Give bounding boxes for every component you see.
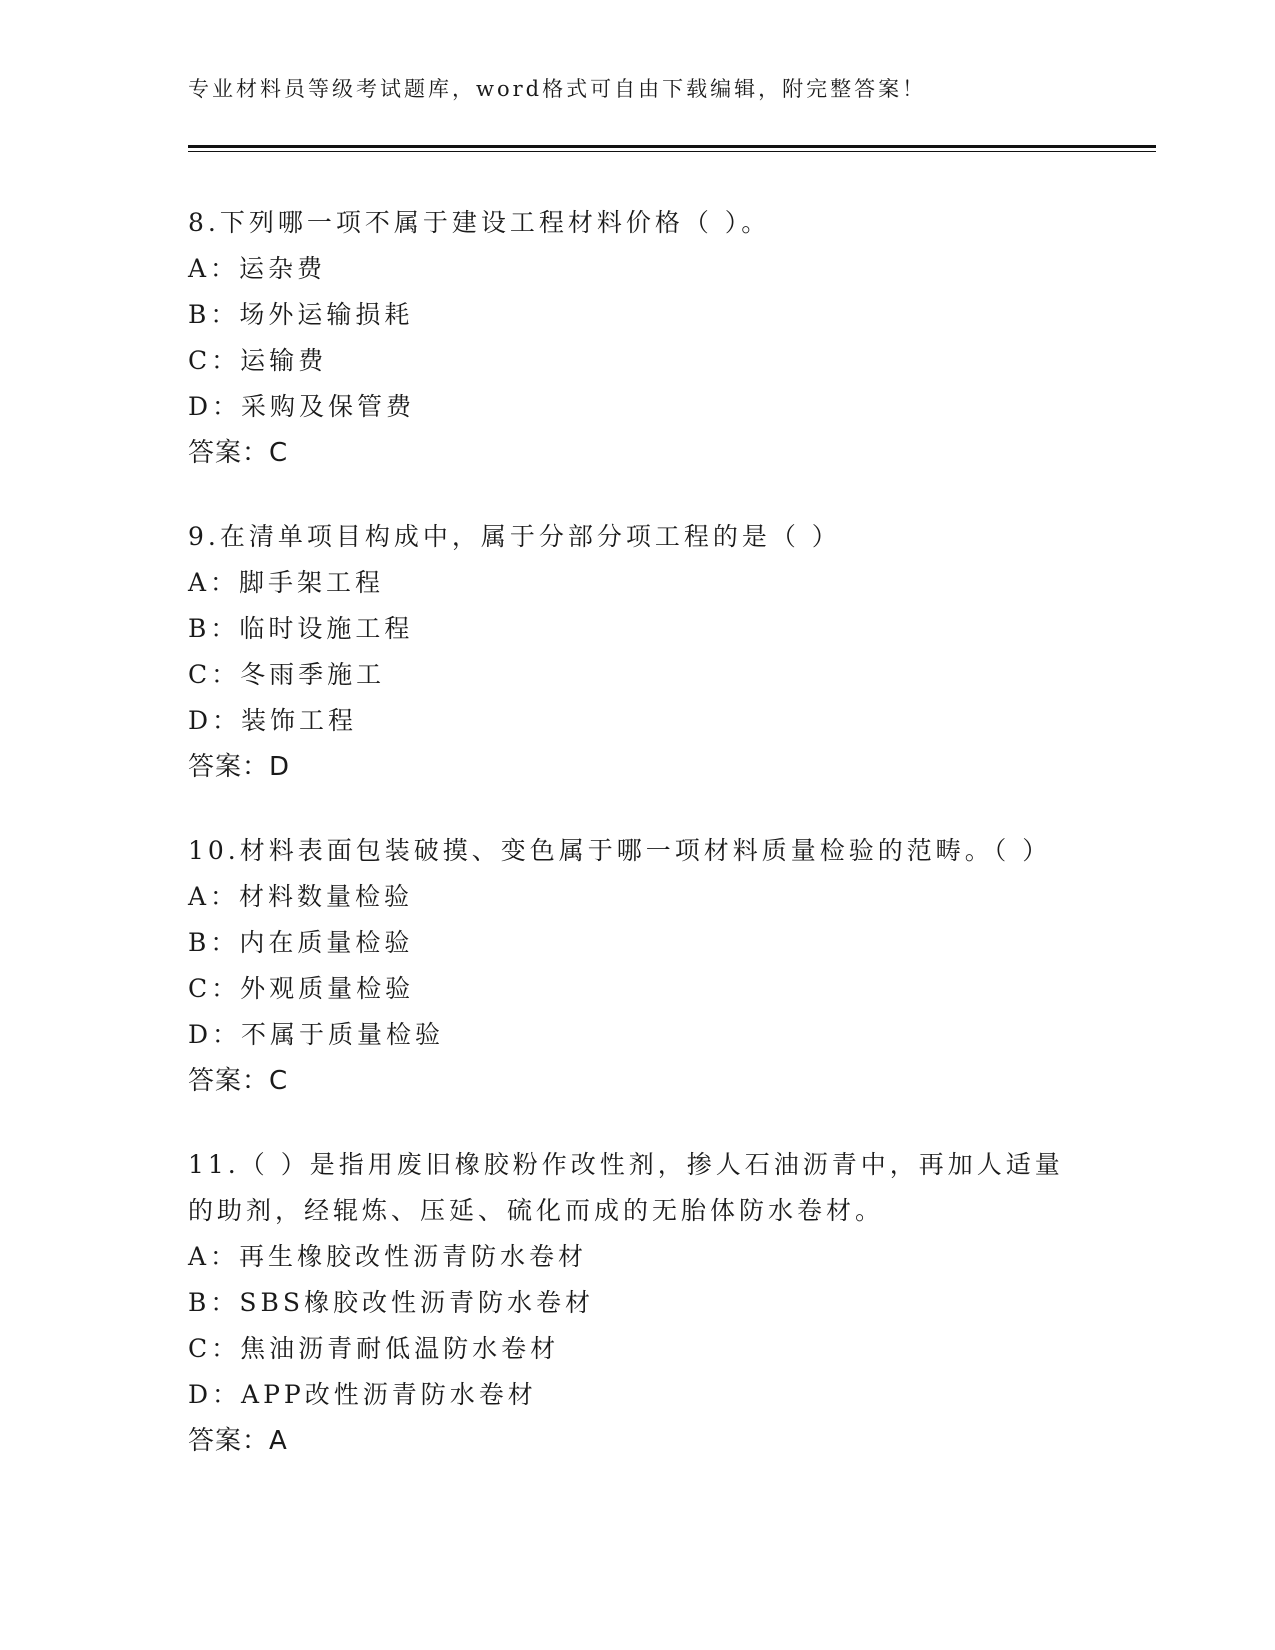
option-d: D：不属于质量检验 [188,1020,445,1049]
answer: 答案：C [188,1066,289,1096]
option-c: C：焦油沥青耐低温防水卷材 [188,1334,560,1363]
question-8 [188,200,1088,476]
option-a: A：运杂费 [188,254,327,283]
question-stem: 10.材料表面包装破摸、变色属于哪一项材料质量检验的范畴。（ ） [188,836,1052,865]
question-10 [188,828,1088,1104]
option-a: A：材料数量检验 [188,882,414,911]
question-stem: 9.在清单项目构成中，属于分部分项工程的是（ ） [188,522,841,551]
header-rule-thick [188,145,1156,148]
question-11 [188,1142,1088,1464]
option-b: B：临时设施工程 [188,614,414,643]
page-header: 专业材料员等级考试题库，word格式可自由下载编辑，附完整答案！ [188,77,927,101]
option-d: D：APP改性沥青防水卷材 [188,1380,537,1409]
answer: 答案：D [188,752,291,782]
option-d: D：采购及保管费 [188,392,416,421]
question-stem: 8.下列哪一项不属于建设工程材料价格（ ）。 [188,208,771,237]
answer: 答案：A [188,1426,288,1456]
question-stem: 11.（ ）是指用废旧橡胶粉作改性剂，掺人石油沥青中，再加人适量的助剂，经辊炼、压延、硫化而成的无胎体防水卷材。 [188,1150,1064,1225]
option-d: D：装饰工程 [188,706,358,735]
option-c: C：运输费 [188,346,328,375]
option-b: B：SBS橡胶改性沥青防水卷材 [188,1288,594,1317]
option-c: C：冬雨季施工 [188,660,386,689]
option-c: C：外观质量检验 [188,974,415,1003]
answer: 答案：C [188,438,289,468]
question-9 [188,514,1088,790]
header-rule-thin [188,151,1156,152]
option-b: B：内在质量检验 [188,928,414,957]
option-a: A：再生橡胶改性沥青防水卷材 [188,1242,588,1271]
option-b: B：场外运输损耗 [188,300,414,329]
option-a: A：脚手架工程 [188,568,385,597]
